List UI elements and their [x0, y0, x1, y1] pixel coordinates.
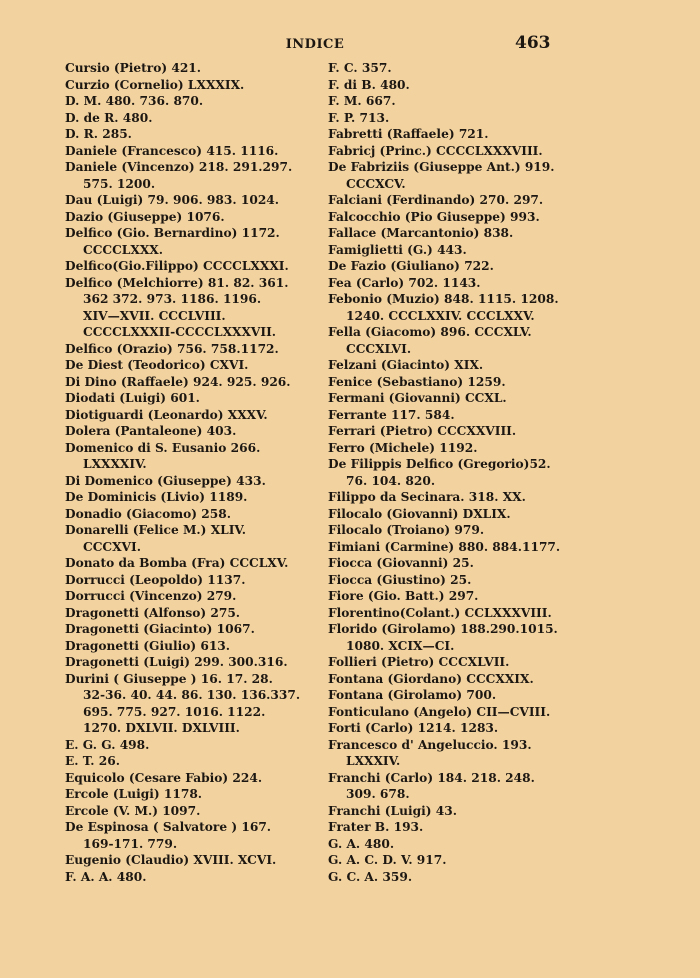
index-entry-line: G. A. C. D. V. 917.	[328, 853, 447, 867]
index-entry	[65, 192, 315, 209]
index-entry-line: De Dominicis (Livio) 1189.	[65, 490, 248, 504]
index-entry	[65, 671, 315, 737]
index-entry-line: Felzani (Giacinto) XIX.	[328, 358, 484, 372]
index-column-right	[328, 60, 576, 885]
index-entry	[328, 803, 576, 820]
index-column-left	[65, 60, 315, 885]
index-entry-line: De Espinosa ( Salvatore ) 167.	[65, 820, 272, 834]
index-entry-continuation: CCCXVI.	[83, 539, 141, 554]
index-entry-line: Ferrari (Pietro) CCCXXVIII.	[328, 424, 517, 438]
index-entry	[328, 324, 576, 357]
index-entry-line: Donato da Bomba (Fra) CCCLXV.	[65, 556, 289, 570]
index-entry	[328, 869, 576, 886]
index-entry	[65, 869, 315, 886]
index-entry-continuation: XIV—XVII. CCCLVIII.	[83, 308, 226, 323]
index-entry-line: D. M. 480. 736. 870.	[65, 94, 204, 108]
index-entry	[65, 852, 315, 869]
index-entry-continuation: LXXXIV.	[346, 754, 401, 768]
index-entry	[65, 489, 315, 506]
index-entry	[328, 225, 576, 242]
index-entry-line: Forti (Carlo) 1214. 1283.	[328, 721, 499, 735]
index-entry-line: E. G. G. 498.	[65, 737, 150, 752]
index-entry-line: G. C. A. 359.	[328, 869, 413, 884]
index-entry-line: Equicolo (Cesare Fabio) 224.	[65, 770, 263, 785]
index-entry-line: Fiocca (Giovanni) 25.	[328, 556, 474, 570]
index-entry-line: Di Dino (Raffaele) 924. 925. 926.	[65, 374, 291, 389]
index-entry-line: F. M. 667.	[328, 94, 396, 108]
index-entry	[328, 192, 576, 209]
index-entry-line: F. C. 357.	[328, 61, 392, 75]
index-entry-line: Ercole (V. M.) 1097.	[65, 803, 201, 818]
index-entry-continuation: 362 372. 973. 1186. 1196.	[83, 292, 262, 306]
index-entry	[65, 588, 315, 605]
index-entry	[328, 671, 576, 688]
index-entry	[328, 605, 576, 622]
index-entry	[65, 357, 315, 374]
index-entry-line: Donadio (Giacomo) 258.	[65, 506, 231, 521]
index-entry	[65, 605, 315, 622]
page-header-title: INDICE	[285, 37, 345, 52]
index-entry-continuation: 1270. DXLVII. DXLVIII.	[83, 721, 240, 735]
index-entry	[65, 159, 315, 192]
index-entry	[328, 621, 576, 654]
index-entry-line: F. P. 713.	[328, 110, 390, 125]
index-entry	[328, 159, 576, 192]
index-entry	[65, 60, 315, 77]
index-entry-line: De Diest (Teodorico) CXVI.	[65, 358, 249, 372]
index-entry-line: Dazio (Giuseppe) 1076.	[65, 209, 225, 224]
index-entry-line: Frater B. 193.	[328, 820, 424, 834]
index-entry-line: D. R. 285.	[65, 127, 132, 141]
index-entry-line: Daniele (Francesco) 415. 1116.	[65, 143, 279, 158]
index-entry-continuation: 1080. XCIX—CI.	[346, 638, 455, 653]
index-entry-line: F. A. A. 480.	[65, 869, 147, 884]
index-entry	[65, 506, 315, 523]
index-entry-line: E. T. 26.	[65, 754, 120, 768]
index-entry-line: Franchi (Carlo) 184. 218. 248.	[328, 770, 535, 785]
index-entry-continuation: 695. 775. 927. 1016. 1122.	[83, 704, 266, 719]
index-entry	[65, 473, 315, 490]
index-entry-line: Dragonetti (Alfonso) 275.	[65, 605, 241, 620]
index-entry-line: Fabricj (Princ.) CCCCLXXXVIII.	[328, 143, 543, 158]
index-entry-continuation: 575. 1200.	[83, 176, 156, 191]
index-entry-continuation: LXXXXIV.	[83, 457, 147, 471]
index-entry	[328, 110, 576, 127]
index-entry	[65, 143, 315, 160]
index-entry-line: Fonticulano (Angelo) CII—CVIII.	[328, 704, 551, 719]
index-entry-continuation: CCCCLXXXII-CCCCLXXXVII.	[83, 325, 277, 339]
index-entry-line: Famiglietti (G.) 443.	[328, 242, 467, 257]
index-entry-line: Diotiguardi (Leonardo) XXXV.	[65, 407, 268, 422]
index-entry-line: Curzio (Cornelio) LXXXIX.	[65, 77, 245, 92]
index-entry-line: Eugenio (Claudio) XVIII. XCVI.	[65, 853, 277, 867]
index-entry	[328, 440, 576, 457]
index-entry-line: Dorrucci (Vincenzo) 279.	[65, 589, 237, 603]
index-entry	[328, 522, 576, 539]
index-entry-line: Febonio (Muzio) 848. 1115. 1208.	[328, 292, 559, 306]
index-entry	[328, 555, 576, 572]
index-entry-line: Fiocca (Giustino) 25.	[328, 572, 472, 587]
index-entry-line: Dragonetti (Luigi) 299. 300.316.	[65, 655, 288, 669]
index-entry	[328, 209, 576, 226]
index-entry	[328, 390, 576, 407]
index-entry-line: Fontana (Giordano) CCCXXIX.	[328, 671, 534, 686]
index-entry-line: Franchi (Luigi) 43.	[328, 803, 457, 818]
index-entry-line: Daniele (Vincenzo) 218. 291.297.	[65, 160, 293, 174]
index-entry	[65, 341, 315, 358]
index-entry	[328, 654, 576, 671]
index-entry	[328, 143, 576, 160]
index-entry	[328, 423, 576, 440]
index-entry-line: Dau (Luigi) 79. 906. 983. 1024.	[65, 193, 280, 207]
index-entry	[328, 93, 576, 110]
index-entry-line: Diodati (Luigi) 601.	[65, 391, 200, 405]
index-entry	[65, 77, 315, 94]
index-entry	[328, 852, 576, 869]
index-entry	[328, 357, 576, 374]
index-entry-line: Francesco d' Angeluccio. 193.	[328, 737, 532, 752]
index-entry-line: Florido (Girolamo) 188.290.1015.	[328, 622, 558, 636]
index-entry	[65, 638, 315, 655]
index-entry	[328, 275, 576, 292]
index-entry	[65, 374, 315, 391]
index-entry-continuation: CCCXLVI.	[346, 341, 412, 356]
index-entry	[328, 720, 576, 737]
index-entry-line: Filippo da Secinara. 318. XX.	[328, 490, 526, 504]
index-entry-line: Follieri (Pietro) CCCXLVII.	[328, 655, 510, 669]
index-entry	[65, 555, 315, 572]
index-entry-line: De Filippis Delfico (Gregorio)52.	[328, 457, 551, 471]
index-entry-line: Ercole (Luigi) 1178.	[65, 787, 203, 801]
index-entry	[328, 489, 576, 506]
index-entry	[65, 423, 315, 440]
index-entry-line: Dolera (Pantaleone) 403.	[65, 424, 237, 438]
index-entry	[328, 770, 576, 803]
index-entry-line: Ferro (Michele) 1192.	[328, 440, 478, 455]
index-entry	[65, 126, 315, 143]
index-entry-line: Fea (Carlo) 702. 1143.	[328, 275, 481, 290]
index-entry-line: Dorrucci (Leopoldo) 1137.	[65, 572, 246, 587]
index-entry	[65, 110, 315, 127]
index-entry-continuation: 32-36. 40. 44. 86. 130. 136.337.	[83, 688, 301, 702]
index-entry-line: Durini ( Giuseppe ) 16. 17. 28.	[65, 671, 273, 686]
index-entry-line: Falciani (Ferdinando) 270. 297.	[328, 193, 544, 207]
index-entry	[328, 407, 576, 424]
index-entry-line: De Fazio (Giuliano) 722.	[328, 259, 494, 273]
index-entry-line: Dragonetti (Giacinto) 1067.	[65, 622, 255, 636]
index-entry	[65, 275, 315, 341]
index-entry	[65, 572, 315, 589]
index-entry	[65, 407, 315, 424]
index-entry	[65, 753, 315, 770]
index-entry-line: Delfico(Gio.Filippo) CCCCLXXXI.	[65, 259, 289, 273]
index-entry-line: Filocalo (Troiano) 979.	[328, 523, 485, 537]
index-entry-line: Fimiani (Carmine) 880. 884.1177.	[328, 539, 561, 554]
index-entry-line: Delfico (Melchiorre) 81. 82. 361.	[65, 275, 289, 290]
index-entry-line: Fenice (Sebastiano) 1259.	[328, 374, 506, 389]
index-entry-line: Delfico (Gio. Bernardino) 1172.	[65, 226, 280, 240]
index-entry-continuation: 1240. CCCLXXIV. CCCLXXV.	[346, 308, 535, 323]
index-entry-line: Di Domenico (Giuseppe) 433.	[65, 473, 266, 488]
index-entry-line: Falcocchio (Pio Giuseppe) 993.	[328, 209, 540, 224]
index-entry	[328, 588, 576, 605]
index-entry-line: Donarelli (Felice M.) XLIV.	[65, 523, 246, 537]
index-entry	[328, 819, 576, 836]
index-entry	[65, 621, 315, 638]
index-entry	[65, 737, 315, 754]
index-entry-line: Fontana (Girolamo) 700.	[328, 688, 497, 702]
index-entry-line: Dragonetti (Giulio) 613.	[65, 638, 231, 653]
index-entry-line: Cursio (Pietro) 421.	[65, 61, 202, 75]
index-entry-line: F. di B. 480.	[328, 77, 410, 92]
index-entry	[65, 258, 315, 275]
index-entry-line: Fella (Giacomo) 896. CCCXLV.	[328, 325, 532, 339]
index-entry	[328, 456, 576, 489]
index-entry-line: Fabretti (Raffaele) 721.	[328, 127, 489, 141]
index-entry	[65, 390, 315, 407]
index-entry	[65, 786, 315, 803]
index-entry-line: Domenico di S. Eusanio 266.	[65, 440, 261, 455]
index-entry-line: Fermani (Giovanni) CCXL.	[328, 391, 507, 405]
index-entry	[65, 440, 315, 473]
index-entry	[65, 654, 315, 671]
index-entry	[65, 770, 315, 787]
index-entry	[65, 93, 315, 110]
index-entry-line: Fiore (Gio. Batt.) 297.	[328, 589, 479, 603]
index-entry	[328, 506, 576, 523]
index-entry-line: Ferrante 117. 584.	[328, 407, 455, 422]
index-entry	[65, 803, 315, 820]
index-entry	[328, 737, 576, 770]
index-entry-line: De Fabriziis (Giuseppe Ant.) 919.	[328, 160, 555, 174]
index-entry-line: G. A. 480.	[328, 836, 395, 851]
index-entry	[328, 258, 576, 275]
index-entry	[65, 522, 315, 555]
index-entry-line: Filocalo (Giovanni) DXLIX.	[328, 506, 511, 521]
index-entry-line: Delfico (Orazio) 756. 758.1172.	[65, 341, 279, 356]
index-entry	[328, 687, 576, 704]
index-entry-continuation: 309. 678.	[346, 787, 410, 801]
index-entry-continuation: 169-171. 779.	[83, 836, 178, 851]
index-entry	[328, 126, 576, 143]
index-entry-line: Florentino(Colant.) CCLXXXVIII.	[328, 605, 552, 620]
index-entry	[328, 704, 576, 721]
index-entry	[328, 242, 576, 259]
index-entry-line: D. de R. 480.	[65, 110, 153, 125]
index-entry	[328, 77, 576, 94]
index-entry-continuation: CCCXCV.	[346, 176, 406, 191]
index-entry	[328, 539, 576, 556]
index-entry	[328, 291, 576, 324]
index-entry	[328, 836, 576, 853]
index-entry	[328, 374, 576, 391]
index-entry	[65, 225, 315, 258]
index-entry-continuation: CCCCLXXX.	[83, 242, 163, 257]
index-entry	[65, 819, 315, 852]
index-entry	[328, 572, 576, 589]
index-entry-continuation: 76. 104. 820.	[346, 473, 436, 488]
index-entry-line: Fallace (Marcantonio) 838.	[328, 226, 514, 240]
page-number: 463	[515, 33, 551, 53]
index-entry	[328, 60, 576, 77]
index-entry	[65, 209, 315, 226]
